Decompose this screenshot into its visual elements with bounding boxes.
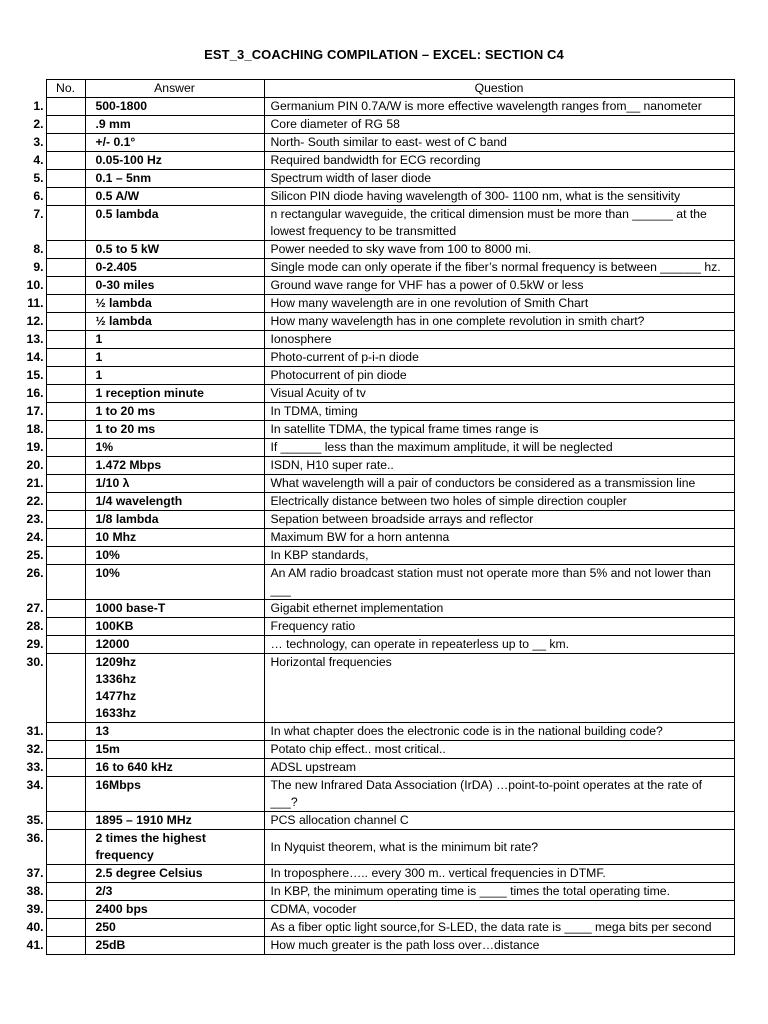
row-number: 10.: [26, 277, 44, 292]
table-row: [6, 295, 734, 313]
row-number: 16.: [26, 385, 44, 400]
question-cell: North- South similar to east- west of C band: [264, 134, 734, 152]
answer-cell: 1 to 20 ms: [85, 403, 264, 421]
table-row: [6, 439, 734, 457]
table-row: [6, 385, 734, 403]
answer-cell: 1/4 wavelength: [85, 493, 264, 511]
no-cell: [46, 865, 85, 883]
row-number: 33.: [26, 759, 44, 774]
table-row: [6, 565, 734, 600]
row-number: 23.: [26, 511, 44, 526]
question-cell: If ______ less than the maximum amplitude, it will be neglected: [264, 439, 734, 457]
table-row: [6, 349, 734, 367]
row-number: 34.: [26, 777, 44, 792]
answer-cell: 1000 base-T: [85, 600, 264, 618]
answer-cell: 10%: [85, 547, 264, 565]
answer-cell: .9 mm: [85, 116, 264, 134]
no-cell: [46, 901, 85, 919]
no-cell: [46, 618, 85, 636]
no-cell: [46, 367, 85, 385]
no-cell: [46, 349, 85, 367]
question-cell: Ionosphere: [264, 331, 734, 349]
table-row: [6, 259, 734, 277]
answer-cell: 0.5 to 5 kW: [85, 241, 264, 259]
table-row: [6, 241, 734, 259]
no-cell: [46, 529, 85, 547]
table-row: [6, 919, 734, 937]
question-cell: Horizontal frequencies: [264, 654, 734, 723]
header-question: Question: [264, 80, 734, 98]
answer-cell: 1895 – 1910 MHz: [85, 812, 264, 830]
question-cell: Photo-current of p-i-n diode: [264, 349, 734, 367]
question-cell: Potato chip effect.. most critical..: [264, 741, 734, 759]
no-cell: [46, 600, 85, 618]
table-row: [6, 865, 734, 883]
no-cell: [46, 457, 85, 475]
row-number: 22.: [26, 493, 44, 508]
table-row: [6, 600, 734, 618]
question-cell: … technology, can operate in repeaterless up to __ km.: [264, 636, 734, 654]
table-row: [6, 618, 734, 636]
no-cell: [46, 883, 85, 901]
answer-line: 1633hz: [95, 706, 137, 720]
answer-cell: 16 to 640 kHz: [85, 759, 264, 777]
table-row: [6, 134, 734, 152]
question-cell: PCS allocation channel C: [264, 812, 734, 830]
question-cell: How much greater is the path loss over…distance: [264, 937, 734, 955]
table-row: [6, 457, 734, 475]
no-cell: [46, 385, 85, 403]
answer-cell: 15m: [85, 741, 264, 759]
row-number: 41.: [26, 937, 44, 952]
answer-cell: 1: [85, 367, 264, 385]
row-number: 5.: [33, 170, 44, 185]
question-cell: Gigabit ethernet implementation: [264, 600, 734, 618]
row-number: 26.: [26, 565, 44, 580]
row-number: 4.: [33, 152, 44, 167]
question-cell: In KBP standards,: [264, 547, 734, 565]
row-number: 25.: [26, 547, 44, 562]
question-cell: The new Infrared Data Association (IrDA) …point-to-point operates at the rate of ___?: [264, 777, 734, 812]
table-row: [6, 529, 734, 547]
no-cell: [46, 741, 85, 759]
question-cell: Spectrum width of laser diode: [264, 170, 734, 188]
no-cell: [46, 295, 85, 313]
answer-cell: ½ lambda: [85, 313, 264, 331]
no-cell: [46, 170, 85, 188]
question-cell: In Nyquist theorem, what is the minimum bit rate?: [264, 830, 734, 865]
answer-cell: 500-1800: [85, 98, 264, 116]
answer-cell: 16Mbps: [85, 777, 264, 812]
table-row: [6, 937, 734, 955]
answer-cell: 0-2.405: [85, 259, 264, 277]
answer-cell: 2 times the highest frequency: [85, 830, 264, 865]
table-row: [6, 741, 734, 759]
no-cell: [46, 636, 85, 654]
no-cell: [46, 116, 85, 134]
no-cell: [46, 511, 85, 529]
table-row: [6, 901, 734, 919]
table-row: [6, 331, 734, 349]
no-cell: [46, 241, 85, 259]
table-row: [6, 152, 734, 170]
no-cell: [46, 777, 85, 812]
answer-cell: 2.5 degree Celsius: [85, 865, 264, 883]
question-cell: Visual Acuity of tv: [264, 385, 734, 403]
no-cell: [46, 547, 85, 565]
row-number: 14.: [26, 349, 44, 364]
row-number: 15.: [26, 367, 44, 382]
row-number: 2.: [33, 116, 44, 131]
document-title: EST_3_COACHING COMPILATION – EXCEL: SECTION C4: [204, 47, 564, 62]
no-cell: [46, 421, 85, 439]
table-row: [6, 475, 734, 493]
header-answer: Answer: [85, 80, 264, 98]
answer-cell: +/- 0.1°: [85, 134, 264, 152]
answer-cell: ½ lambda: [85, 295, 264, 313]
no-cell: [46, 206, 85, 241]
row-number: 9.: [33, 259, 44, 274]
answer-cell: 1: [85, 331, 264, 349]
answer-cell: 10%: [85, 565, 264, 600]
row-number: 8.: [33, 241, 44, 256]
answer-cell: 1.472 Mbps: [85, 457, 264, 475]
table-row: [6, 777, 734, 812]
no-cell: [46, 313, 85, 331]
row-number: 38.: [26, 883, 44, 898]
row-number: 11.: [27, 295, 44, 310]
table-row: [6, 170, 734, 188]
no-cell: [46, 277, 85, 295]
question-cell: Frequency ratio: [264, 618, 734, 636]
question-cell: ADSL upstream: [264, 759, 734, 777]
row-number: 3.: [33, 134, 44, 149]
table-row: [6, 313, 734, 331]
table-row: [6, 277, 734, 295]
question-cell: How many wavelength are in one revolution of Smith Chart: [264, 295, 734, 313]
answer-cell: 13: [85, 723, 264, 741]
answer-cell: 0-30 miles: [85, 277, 264, 295]
question-cell: In TDMA, timing: [264, 403, 734, 421]
question-cell: n rectangular waveguide, the critical dimension must be more than ______ at the lowest frequency to be transmitted: [264, 206, 734, 241]
row-number: 30.: [26, 654, 44, 669]
question-cell: In what chapter does the electronic code is in the national building code?: [264, 723, 734, 741]
answer-cell: 1: [85, 349, 264, 367]
answer-cell: 2400 bps: [85, 901, 264, 919]
row-number: 32.: [26, 741, 44, 756]
row-number: 35.: [26, 812, 44, 827]
no-cell: [46, 439, 85, 457]
answer-line: 1209hz: [95, 655, 137, 669]
row-number: 18.: [26, 421, 44, 436]
answer-cell: 1/8 lambda: [85, 511, 264, 529]
no-cell: [46, 812, 85, 830]
question-cell: An AM radio broadcast station must not operate more than 5% and not lower than ___: [264, 565, 734, 600]
no-cell: [46, 759, 85, 777]
table-row: [6, 403, 734, 421]
answer-cell: 1%: [85, 439, 264, 457]
answer-cell: 10 Mhz: [85, 529, 264, 547]
table-row: [6, 723, 734, 741]
table-row: [6, 206, 734, 241]
row-number: 1.: [33, 98, 44, 113]
no-cell: [46, 188, 85, 206]
answer-cell: 12000: [85, 636, 264, 654]
row-number: 12.: [26, 313, 44, 328]
question-cell: Single mode can only operate if the fiber’s normal frequency is between ______ hz.: [264, 259, 734, 277]
question-cell: Photocurrent of pin diode: [264, 367, 734, 385]
table-row: [6, 188, 734, 206]
question-cell: How many wavelength has in one complete revolution in smith chart?: [264, 313, 734, 331]
no-cell: [46, 565, 85, 600]
table-row: [6, 654, 734, 723]
answer-cell: 0.5 A/W: [85, 188, 264, 206]
row-number: 21.: [26, 475, 44, 490]
row-number: 29.: [26, 636, 44, 651]
no-cell: [46, 723, 85, 741]
table-row: [6, 830, 734, 865]
no-cell: [46, 475, 85, 493]
no-cell: [46, 937, 85, 955]
table-row: [6, 511, 734, 529]
table-row: [6, 883, 734, 901]
answer-cell: [85, 654, 264, 723]
question-cell: Germanium PIN 0.7A/W is more effective wavelength ranges from__ nanometer: [264, 98, 734, 116]
table-row: [6, 367, 734, 385]
question-cell: As a fiber optic light source,for S-LED, the data rate is ____ mega bits per second: [264, 919, 734, 937]
no-cell: [46, 152, 85, 170]
no-cell: [46, 403, 85, 421]
question-cell: In KBP, the minimum operating time is ____ times the total operating time.: [264, 883, 734, 901]
question-cell: Maximum BW for a horn antenna: [264, 529, 734, 547]
answer-cell: 0.1 – 5nm: [85, 170, 264, 188]
table-row: [6, 98, 734, 116]
row-number: 40.: [26, 919, 44, 934]
answer-cell: 0.5 lambda: [85, 206, 264, 241]
answer-line: 1336hz: [95, 672, 137, 686]
no-cell: [46, 331, 85, 349]
row-number-spacer: [6, 80, 46, 98]
header-no: No.: [46, 80, 85, 98]
no-cell: [46, 259, 85, 277]
table-body: [6, 98, 734, 955]
row-number: 28.: [26, 618, 44, 633]
row-number: 7.: [33, 206, 44, 221]
answer-cell: 1/10 λ: [85, 475, 264, 493]
answer-line: 1477hz: [95, 689, 137, 703]
question-cell: Ground wave range for VHF has a power of 0.5kW or less: [264, 277, 734, 295]
table-header-row: [6, 80, 734, 98]
answer-table: [6, 79, 735, 955]
table-row: [6, 493, 734, 511]
question-cell: Power needed to sky wave from 100 to 8000 mi.: [264, 241, 734, 259]
question-cell: What wavelength will a pair of conductors be considered as a transmission line: [264, 475, 734, 493]
answer-cell: 100KB: [85, 618, 264, 636]
answer-cell: 1 reception minute: [85, 385, 264, 403]
row-number: 20.: [26, 457, 44, 472]
row-number: 39.: [26, 901, 44, 916]
row-number: 36.: [26, 830, 44, 845]
no-cell: [46, 654, 85, 723]
question-cell: In troposphere….. every 300 m.. vertical frequencies in DTMF.: [264, 865, 734, 883]
table-row: [6, 421, 734, 439]
row-number: 13.: [26, 331, 44, 346]
question-cell: Required bandwidth for ECG recording: [264, 152, 734, 170]
no-cell: [46, 830, 85, 865]
row-number: 17.: [26, 403, 44, 418]
answer-cell: 1 to 20 ms: [85, 421, 264, 439]
no-cell: [46, 134, 85, 152]
answer-cell: 25dB: [85, 937, 264, 955]
question-cell: In satellite TDMA, the typical frame times range is: [264, 421, 734, 439]
row-number: 37.: [26, 865, 44, 880]
table-row: [6, 812, 734, 830]
no-cell: [46, 919, 85, 937]
table-row: [6, 759, 734, 777]
question-cell: Core diameter of RG 58: [264, 116, 734, 134]
question-cell: Silicon PIN diode having wavelength of 300- 1100 nm, what is the sensitivity: [264, 188, 734, 206]
answer-cell: 0.05-100 Hz: [85, 152, 264, 170]
table-row: [6, 636, 734, 654]
no-cell: [46, 98, 85, 116]
answer-cell: 250: [85, 919, 264, 937]
row-number: 31.: [26, 723, 44, 738]
answer-cell: 2/3: [85, 883, 264, 901]
question-cell: Electrically distance between two holes of simple direction coupler: [264, 493, 734, 511]
no-cell: [46, 493, 85, 511]
row-number: 6.: [33, 188, 44, 203]
row-number: 19.: [26, 439, 44, 454]
table-row: [6, 547, 734, 565]
row-number: 27.: [26, 600, 44, 615]
row-number: 24.: [26, 529, 44, 544]
question-cell: ISDN, H10 super rate..: [264, 457, 734, 475]
table-row: [6, 116, 734, 134]
question-cell: Sepation between broadside arrays and reflector: [264, 511, 734, 529]
question-cell: CDMA, vocoder: [264, 901, 734, 919]
